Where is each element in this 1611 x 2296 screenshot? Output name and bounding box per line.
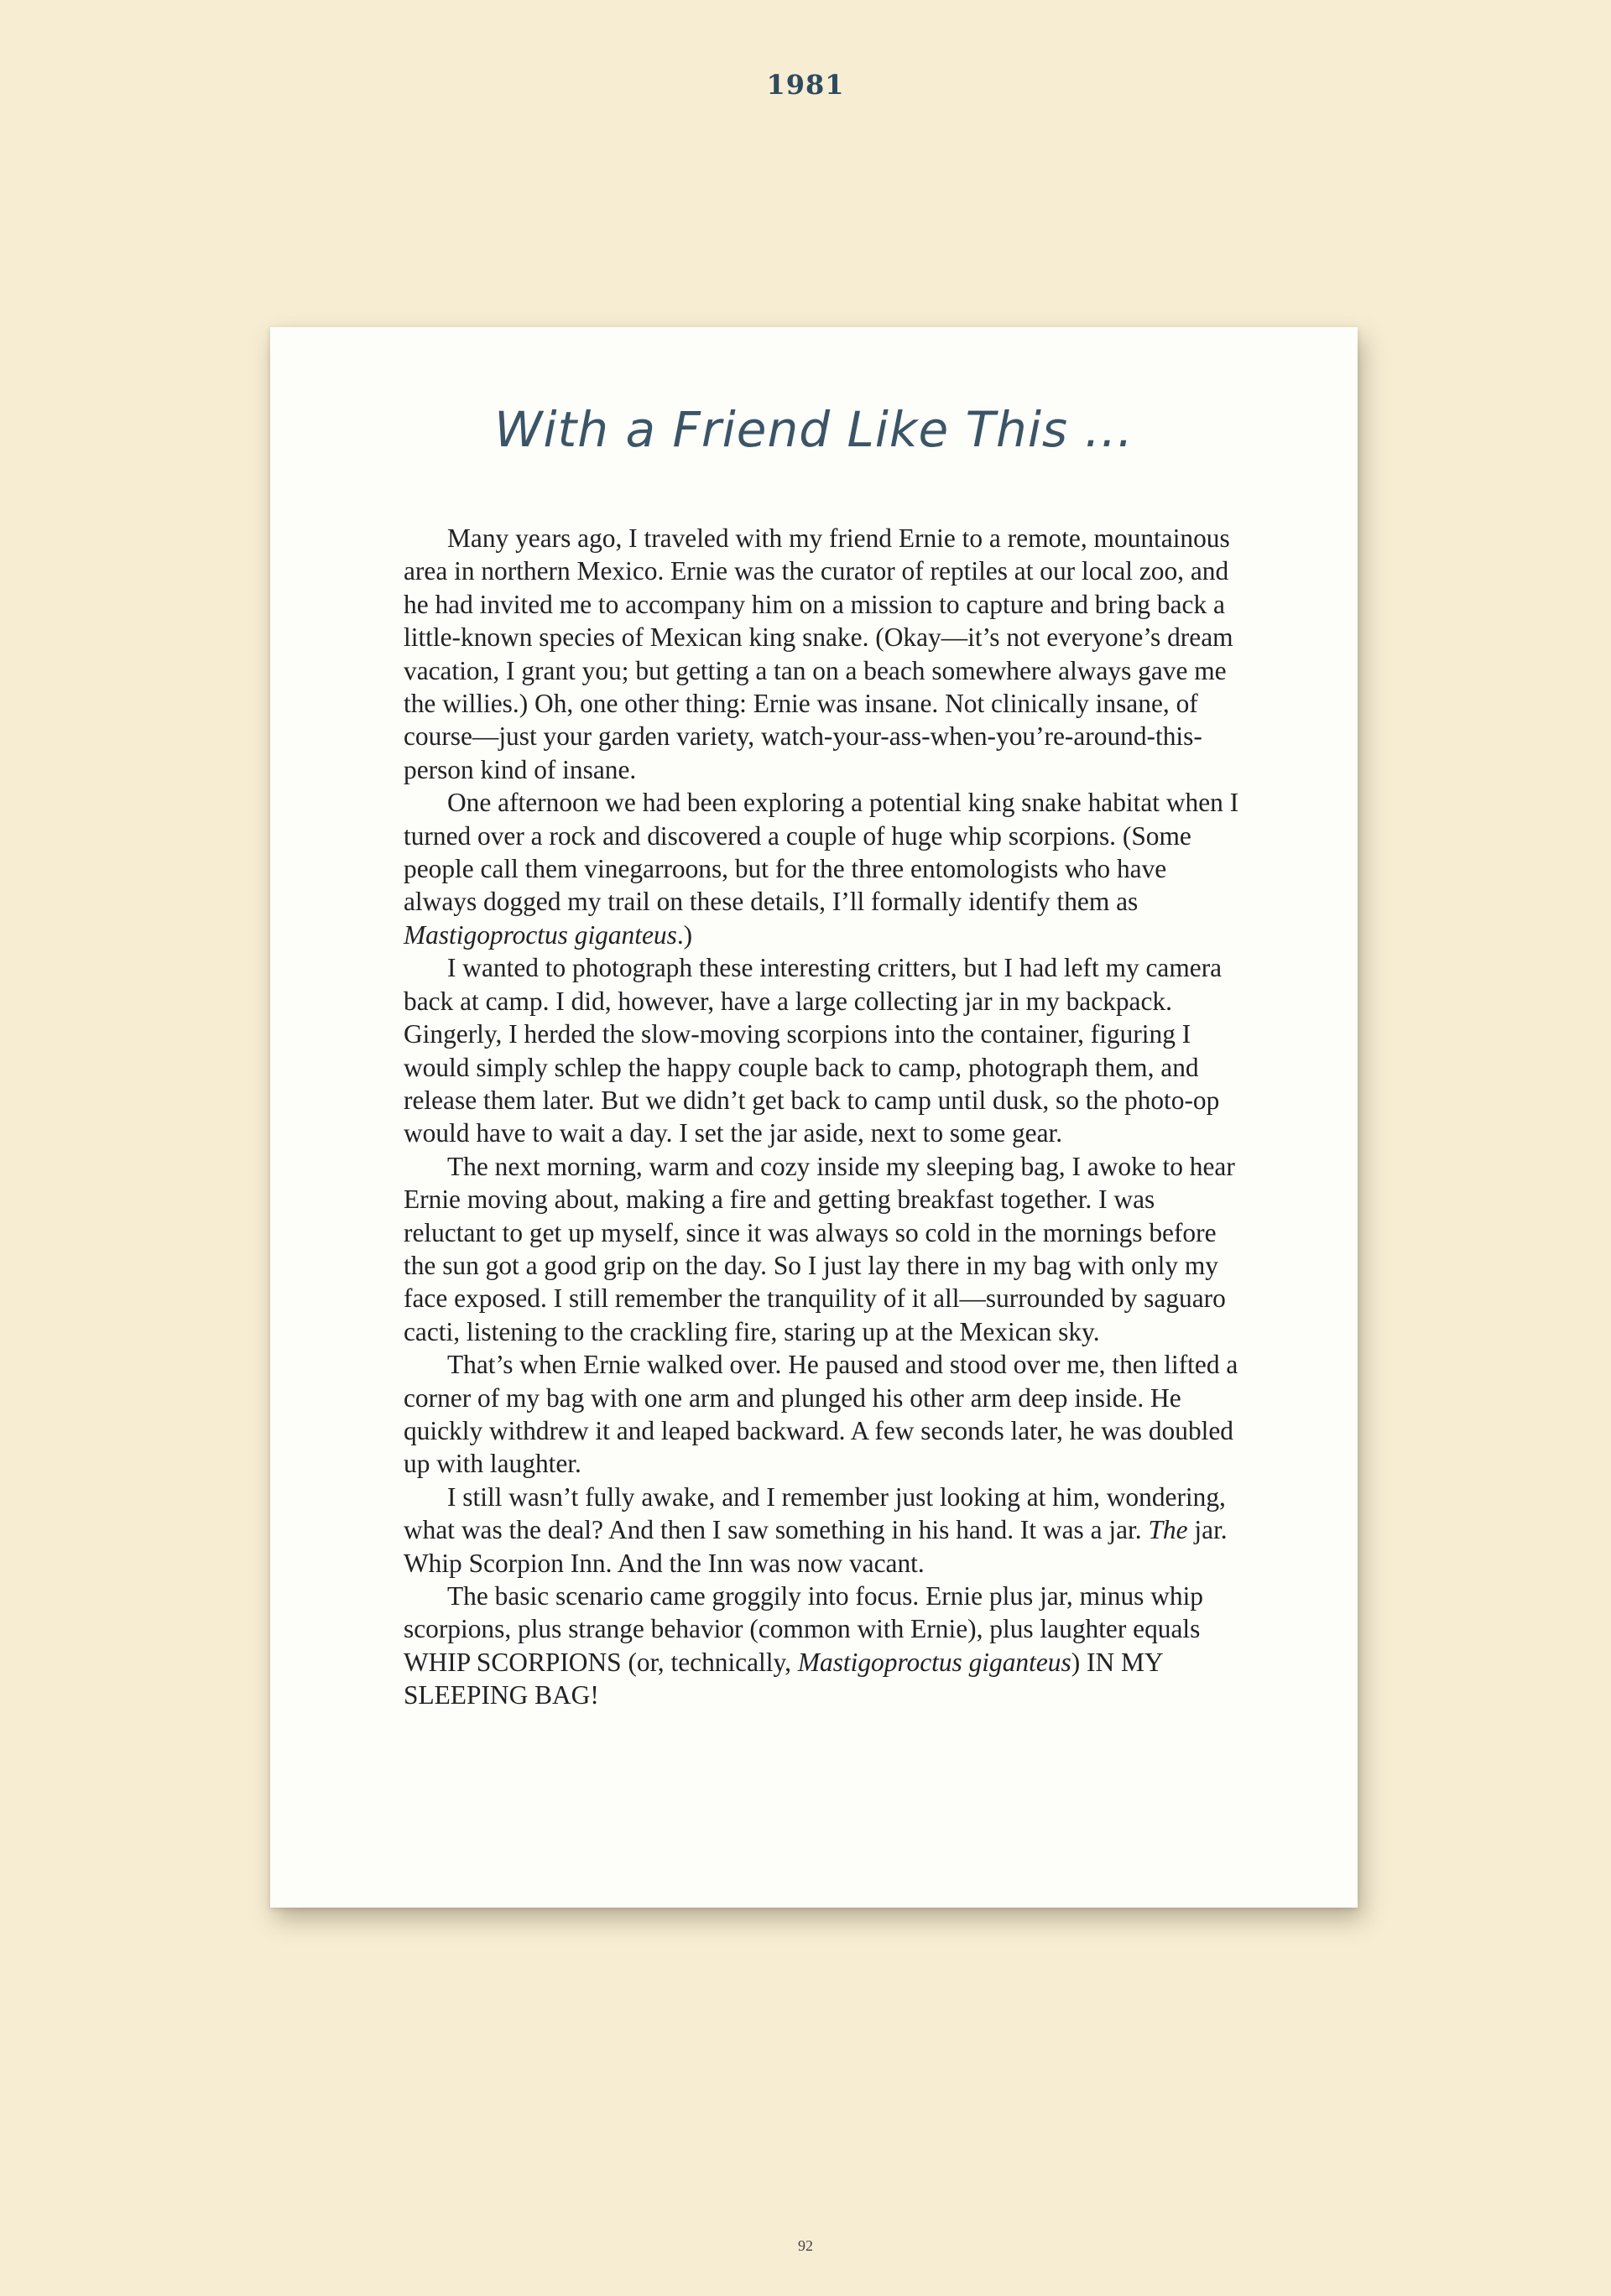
paragraph-4: The next morning, warm and cozy inside my sleeping bag, I awoke to hear Ernie moving about, making a fire and getting breakfast together. I was reluctant to get up myself, since it was always so cold in the mornings before the sun got a good grip on the day. So I just lay there in my bag with only my face exposed. I still remember the tranquility of it all—surrounded by saguaro cacti, listening to the crackling fire, staring up at the Mexican sky. <box>404 1151 1235 1346</box>
species-name-italic: Mastigoproctus giganteus <box>404 919 677 950</box>
emphasis-italic: The <box>1148 1515 1188 1545</box>
paragraph-1: Many years ago, I traveled with my friend Ernie to a remote, mountainous area in northern Mexico. Ernie was the curator of reptiles at our local zoo, and he had invited me to accompany him on a mission to capture and bring back a little-known species of Mexican king snake. (Okay—it’s not everyone’s dream vacation, I grant you; but getting a tan on a beach somewhere always gave me the willies.) Oh, one other thing: Ernie was insane. Not clinically insane, of course—just your garden variety, watch-your-ass-when-you’re-around-this-person kind of insane. <box>404 523 1233 784</box>
story-title: With a Friend Like This ... <box>494 401 1134 458</box>
species-name-italic: Mastigoproctus giganteus <box>797 1647 1071 1677</box>
page-number: 92 <box>798 2237 813 2254</box>
story-card <box>270 327 1358 1908</box>
paragraph-6: I still wasn’t fully awake, and I remember just looking at him, wondering, what was the deal? And then I saw something in his hand. It was a jar. The jar. Whip Scorpion Inn. And the Inn was now vacant. <box>404 1481 1228 1578</box>
year-heading: 1981 <box>766 69 845 101</box>
paragraph-3: I wanted to photograph these interesting critters, but I had left my camera back at camp. I did, however, have a large collecting jar in my backpack. Gingerly, I herded the slow-moving scorpions into the container, figuring I would simply schlep the happy couple back to camp, photograph them, and release them later. But we didn’t get back to camp until dusk, so the photo-op would have to wait a day. I set the jar aside, next to some gear. <box>404 953 1223 1148</box>
paragraph-5: That’s when Ernie walked over. He paused and stood over me, then lifted a corner of my bag with one arm and plunged his other arm deep inside. He quickly withdrew it and leaped backward. A few seconds later, he was doubled up with laughter. <box>404 1350 1238 1479</box>
story-body <box>404 522 1243 1712</box>
paragraph-7: The basic scenario came groggily into focus. Ernie plus jar, minus whip scorpions, plus strange behavior (common with Ernie), plus laughter equals WHIP SCORPIONS (or, technically, Mastigoproctus giganteus) IN MY SLEEPING BAG! <box>404 1581 1203 1710</box>
paragraph-2: One afternoon we had been exploring a potential king snake habitat when I turned over a rock and discovered a couple of huge whip scorpions. (Some people call them vinegarroons, but for the three entomologists who have always dogged my trail on these details, I’ll formally identify them as Mastigoproctus giganteus.) <box>404 788 1239 950</box>
